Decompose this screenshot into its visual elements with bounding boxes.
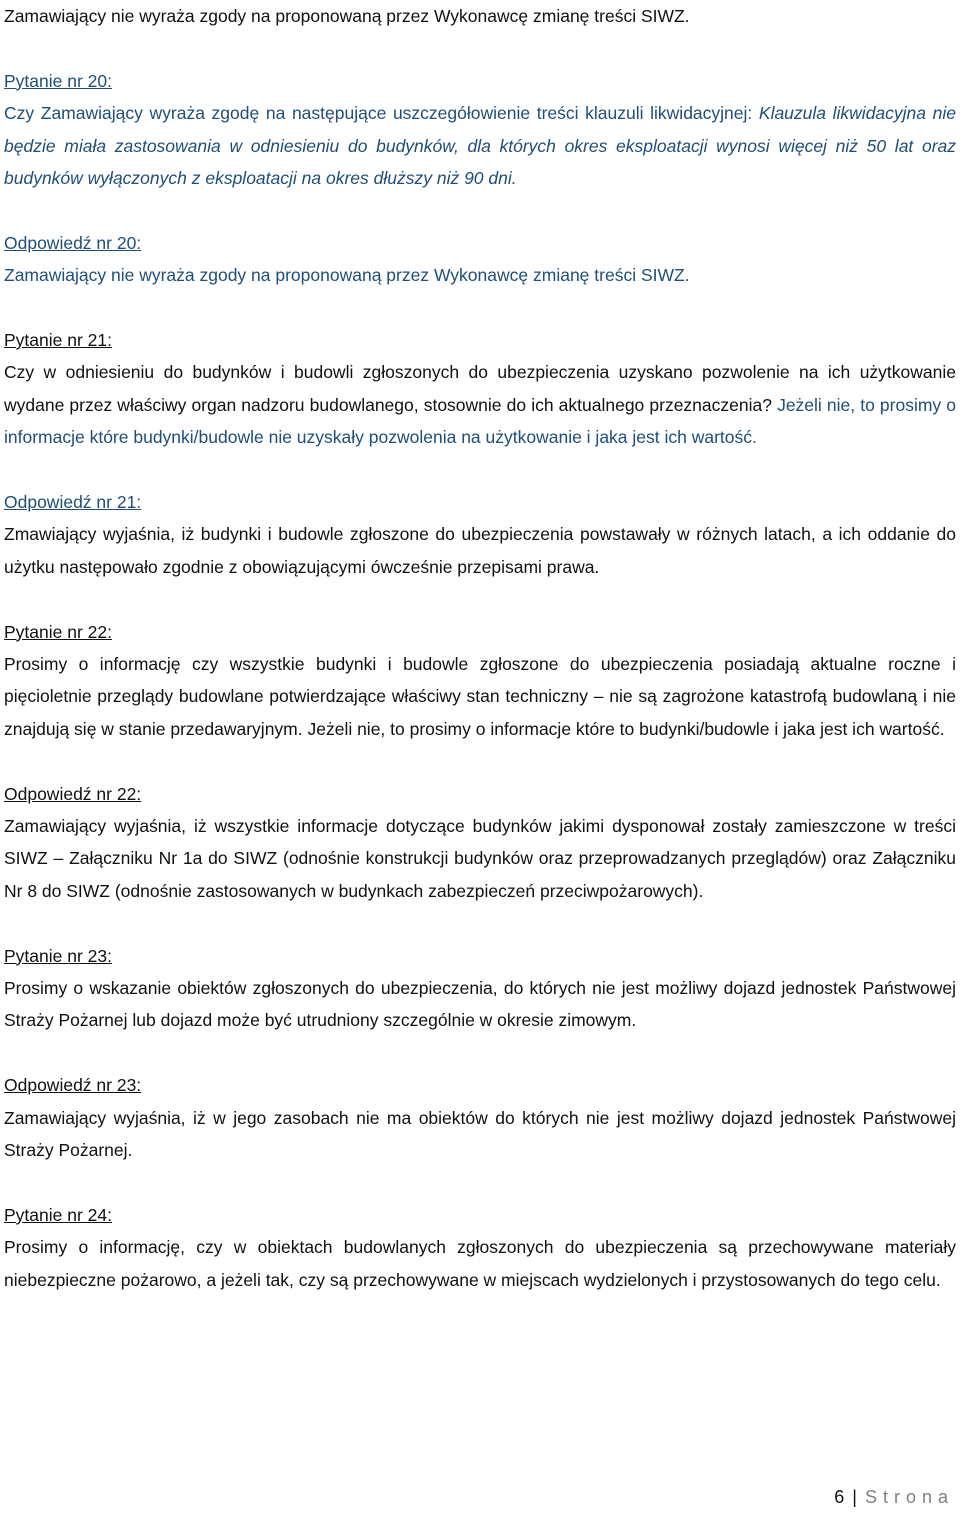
question-24-label [4,1199,956,1231]
document-page [4,0,956,1296]
answer-23-label [4,1069,956,1101]
question-21-label [4,324,956,356]
page-word: Strona [864,1487,954,1507]
answer-21-label-text: Odpowiedź nr 21: [4,492,142,513]
question-21-text-black: Czy w odniesieniu do budynków i budowli zgłoszonych do ubezpieczenia uzyskano pozwolenie na ich użytkowanie wydane przez właściwy organ nadzoru budowlanego, stosownie do ich aktualnego przeznaczenia? [4,362,956,415]
answer-22-text: Zamawiający wyjaśnia, iż wszystkie informacje dotyczące budynków jakimi dysponował zostały zamieszczone w treści SIWZ – Załączniku Nr 1a do SIWZ (odnośnie konstrukcji budynków oraz przeprowadzanych przeglądów) oraz Załączniku Nr 8 do SIWZ (odnośnie zastosowanych w budynkach zabezpieczeń przeciwpożarowych). [4,816,956,901]
answer-21-text: Zmawiający wyjaśnia, iż budynki i budowle zgłoszone do ubezpieczenia powstawały w różnych latach, a ich oddanie do użytku następowało zgodnie z obowiązującymi ówcześnie przepisami prawa. [4,524,956,577]
question-21-text-blue: Jeżeli nie, to prosimy o informacje które budynki/budowle nie uzyskały pozwolenia na użytkowanie i jaka jest ich wartość. [4,394,956,448]
spacer [4,32,956,64]
question-20-label-text: Pytanie nr 20: [4,70,112,91]
spacer [4,454,956,486]
answer-20-label [4,227,956,259]
answer-text-prev: Zamawiający nie wyraża zgody na proponowaną przez Wykonawcę zmianę treści SIWZ. [4,6,690,26]
question-21-label-text: Pytanie nr 21: [4,330,112,351]
page-number: 6 [834,1487,845,1507]
answer-20-label-text: Odpowiedź nr 20: [4,232,142,253]
answer-22-label-text: Odpowiedź nr 22: [4,783,142,804]
question-22-text: Prosimy o informację czy wszystkie budynki i budowle zgłoszone do ubezpieczenia posiadają aktualne roczne i pięcioletnie przeglądy budowlane potwierdzające właściwy stan techniczny – nie są zagrożone katastrofą budowlaną i nie znajdują się w stanie przedawaryjnym. Jeżeli nie, to prosimy o informacje które to budynki/budowle i jaka jest ich wartość. [4,654,956,739]
question-20-text [4,97,956,194]
answer-22-label [4,778,956,810]
question-24-text: Prosimy o informację, czy w obiektach budowlanych zgłoszonych do ubezpieczenia są przechowywane materiały niebezpieczne pożarowo, a jeżeli tak, czy są przechowywane w miejscach wydzielonych i przystosowanych do tego celu. [4,1237,956,1290]
question-24-label-text: Pytanie nr 24: [4,1204,112,1225]
spacer [4,907,956,939]
question-22-label-text: Pytanie nr 22: [4,621,112,642]
question-20-clause: Klauzula likwidacyjna nie będzie miała zastosowania w odniesieniu do budynków, dla których okres eksploatacji wynosi więcej niż 50 lat oraz budynków wyłączonych z eksploatacji na okres dłuższy niż 90 dni. [4,103,956,189]
answer-21-label [4,486,956,518]
spacer [4,194,956,226]
question-22-label [4,616,956,648]
question-23-text: Prosimy o wskazanie obiektów zgłoszonych do ubezpieczenia, do których nie jest możliwy dojazd jednostek Państwowej Straży Pożarnej lub dojazd może być utrudniony szczególnie w okresie zimowym. [4,978,956,1031]
question-23-label [4,940,956,972]
spacer [4,1167,956,1199]
answer-23-label-text: Odpowiedź nr 23: [4,1075,142,1096]
answer-20-text: Zamawiający nie wyraża zgody na proponowaną przez Wykonawcę zmianę treści SIWZ. [4,265,690,286]
spacer [4,745,956,777]
page-separator: | [852,1487,857,1507]
spacer [4,292,956,324]
question-21-text [4,356,956,453]
question-20-intro: Czy Zamawiający wyraża zgodę na następujące uszczegółowienie treści klauzuli likwidacyjnej: [4,103,753,124]
answer-23-text: Zamawiający wyjaśnia, iż w jego zasobach nie ma obiektów do których nie jest możliwy dojazd jednostek Państwowej Straży Pożarnej. [4,1107,956,1161]
question-20-label [4,65,956,97]
spacer [4,1037,956,1069]
spacer [4,583,956,615]
page-footer [834,1485,954,1509]
question-23-label-text: Pytanie nr 23: [4,945,112,966]
